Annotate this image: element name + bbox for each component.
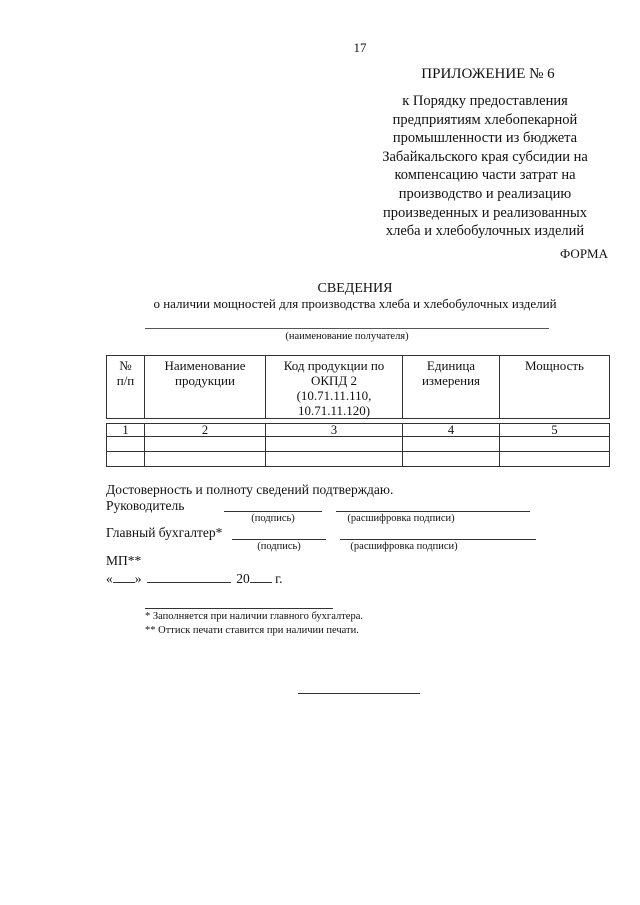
table-cell[interactable]: [145, 437, 266, 452]
date-month-field[interactable]: [147, 570, 231, 583]
appendix-line: Забайкальского края субсидии на: [382, 148, 588, 165]
date-day-field[interactable]: [113, 570, 135, 583]
table-cell[interactable]: [107, 437, 145, 452]
confirmation-statement: Достоверность и полноту сведений подтверждаю.: [106, 482, 394, 497]
appendix-line: произведенных и реализованных: [382, 204, 587, 221]
date-year-suffix: г.: [275, 571, 283, 586]
accountant-label: Главный бухгалтер*: [106, 525, 223, 540]
recipient-name-field[interactable]: [145, 328, 549, 329]
date-close-quote: »: [134, 571, 142, 586]
table-cell[interactable]: [107, 452, 145, 467]
appendix-line: к Порядку предоставления: [402, 93, 568, 109]
table-row: [107, 437, 610, 452]
appendix-line: компенсацию части затрат на: [394, 167, 576, 184]
table-cell[interactable]: [145, 452, 266, 467]
appendix-line: хлеба и хлебобулочных изделий: [385, 223, 585, 240]
table-cell[interactable]: [266, 437, 403, 452]
accountant-signature-decoding-field[interactable]: [340, 539, 536, 540]
header-cell-capacity: Мощность: [500, 356, 610, 419]
column-number: 5: [500, 424, 610, 437]
appendix-title: ПРИЛОЖЕНИЕ № 6: [421, 66, 555, 82]
head-signature-decoding-field[interactable]: [336, 511, 530, 512]
date-row: [106, 570, 283, 587]
table-cell[interactable]: [266, 452, 403, 467]
document-title: СВЕДЕНИЯ: [317, 281, 393, 296]
footnote-2: ** Оттиск печати ставится при наличии печати.: [145, 625, 359, 636]
appendix-description: [360, 92, 610, 241]
header-cell-product-name: Наименование продукции: [145, 356, 266, 419]
column-number: 1: [107, 424, 145, 437]
footnote-divider: [145, 608, 333, 609]
appendix-line: предприятиям хлебопекарной: [392, 111, 578, 128]
appendix-line: производство и реализацию: [398, 185, 572, 202]
header-cell-number: № п/п: [107, 356, 145, 419]
date-open-quote: «: [106, 571, 113, 586]
accountant-signature-field[interactable]: [232, 539, 326, 540]
capacity-table: [106, 355, 610, 467]
table-row: [107, 452, 610, 467]
page-number: 17: [353, 40, 367, 55]
column-number-row: [107, 424, 610, 437]
document-subtitle: о наличии мощностей для производства хлеба и хлебобулочных изделий: [153, 296, 557, 311]
head-label: Руководитель: [106, 498, 185, 513]
head-signature-field[interactable]: [224, 511, 322, 512]
signature-caption: (подпись): [251, 513, 295, 524]
end-divider: [298, 693, 420, 694]
table-header-row: [107, 356, 610, 419]
table-cell[interactable]: [403, 452, 500, 467]
table-cell[interactable]: [500, 452, 610, 467]
decoding-caption: (расшифровка подписи): [347, 513, 455, 524]
table-cell[interactable]: [500, 437, 610, 452]
date-year-field[interactable]: [250, 570, 272, 583]
header-cell-unit: Единица измерения: [403, 356, 500, 419]
footnote-1: * Заполняется при наличии главного бухгалтера.: [145, 611, 364, 622]
column-number: 3: [266, 424, 403, 437]
signature-caption: (подпись): [257, 541, 301, 552]
form-label: ФОРМА: [560, 246, 608, 261]
seal-label: МП**: [106, 553, 142, 568]
recipient-caption: (наименование получателя): [285, 331, 409, 342]
date-year-prefix: 20: [236, 571, 250, 586]
column-number: 2: [145, 424, 266, 437]
decoding-caption: (расшифровка подписи): [350, 541, 458, 552]
column-number: 4: [403, 424, 500, 437]
appendix-line: промышленности из бюджета: [392, 130, 578, 147]
table-cell[interactable]: [403, 437, 500, 452]
header-cell-product-code: Код продукции по ОКПД 2 (10.71.11.110, 10.71.11.120): [266, 356, 403, 419]
